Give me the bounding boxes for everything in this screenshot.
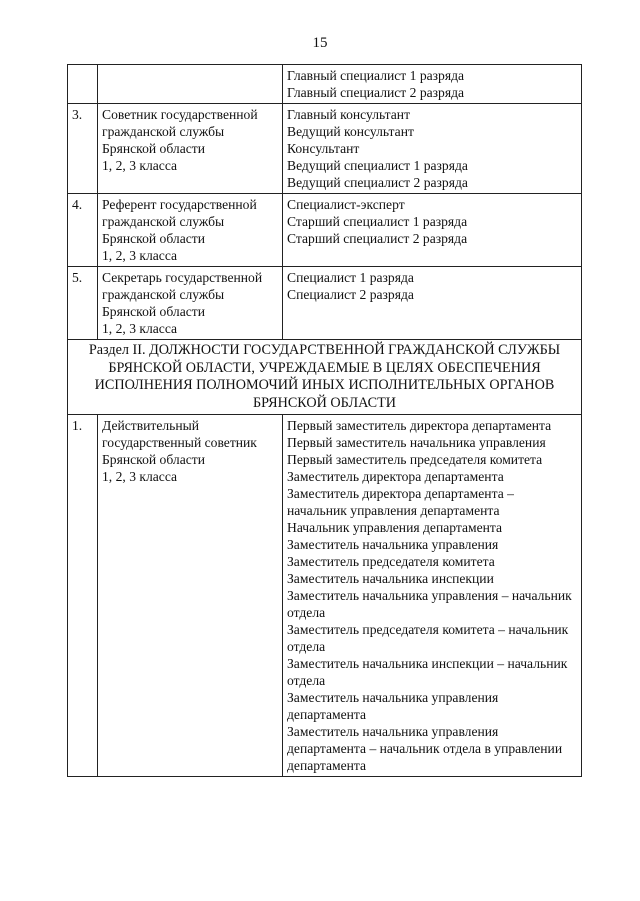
rank-title-line: Референт государственной [102,197,257,212]
position-item: Заместитель директора департамента – начальник управления департамента [287,486,514,518]
rank-title-line: государственный советник [102,435,257,450]
position-item: Главный специалист 1 разряда [287,68,465,83]
table-row [68,65,582,104]
section-heading: Раздел II. ДОЛЖНОСТИ ГОСУДАРСТВЕННОЙ ГРАЖДАНСКОЙ СЛУЖБЫ БРЯНСКОЙ ОБЛАСТИ, УЧРЕЖДАЕМЫЕ В ЦЕЛЯХ ОБЕСПЕЧЕНИЯ ИСПОЛНЕНИЯ ПОЛНОМОЧИЙ ИНЫХ ИСПОЛНИТЕЛЬНЫХ ОРГАНОВ БРЯНСКОЙ ОБЛАСТИ [68,340,582,415]
position-item: Заместитель начальника управления департамента – начальник отдела в управлении департамента [287,724,563,773]
position-item: Первый заместитель начальника управления [287,435,546,450]
positions-cell [283,267,582,340]
positions-cell [283,65,582,104]
position-item: Ведущий консультант [287,124,414,139]
position-item: Заместитель председателя комитета [287,554,495,569]
rank-title-cell [98,415,283,777]
table-row [68,415,582,777]
position-item: Первый заместитель председателя комитета [287,452,543,467]
position-item: Заместитель начальника инспекции [287,571,494,586]
position-item: Заместитель начальника инспекции – начальник отдела [287,656,568,688]
position-item: Заместитель начальника управления департамента [287,690,499,722]
position-item: Ведущий специалист 1 разряда [287,158,468,173]
position-item: Специалист 1 разряда [287,270,414,285]
positions-table [67,64,582,777]
rank-title-line: 1, 2, 3 класса [102,248,178,263]
rank-title-line: гражданской службы [102,287,225,302]
position-item: Заместитель директора департамента [287,469,504,484]
rank-title-line: Брянской области [102,452,205,467]
table-row [68,104,582,194]
row-number-cell: 1. [68,415,98,777]
positions-cell [283,415,582,777]
page-number: 15 [312,35,328,51]
rank-title-line: Советник государственной [102,107,258,122]
table-row [68,267,582,340]
rank-title-line: Брянской области [102,304,205,319]
position-item: Главный специалист 2 разряда [287,85,465,100]
row-number-cell [68,65,98,104]
rank-title-line: Брянской области [102,141,205,156]
table-row [68,194,582,267]
position-item: Заместитель начальника управления [287,537,499,552]
position-item: Специалист-эксперт [287,197,405,212]
rank-title-line: 1, 2, 3 класса [102,321,178,336]
row-number-cell: 5. [68,267,98,340]
position-item: Старший специалист 2 разряда [287,231,468,246]
rank-title-line: Брянской области [102,231,205,246]
section-row [68,340,582,415]
position-item: Ведущий специалист 2 разряда [287,175,468,190]
position-item: Главный консультант [287,107,411,122]
rank-title-line: Секретарь государственной [102,270,263,285]
rank-title-cell [98,194,283,267]
position-item: Консультант [287,141,360,156]
position-item: Заместитель начальника управления – начальник отдела [287,588,572,620]
rank-title-line: гражданской службы [102,214,225,229]
row-number-cell: 4. [68,194,98,267]
position-item: Старший специалист 1 разряда [287,214,468,229]
rank-title-line: Действительный [102,418,200,433]
rank-title-cell [98,267,283,340]
position-item: Первый заместитель директора департамента [287,418,552,433]
rank-title-line: 1, 2, 3 класса [102,469,178,484]
positions-cell [283,194,582,267]
rank-title-cell [98,65,283,104]
rank-title-cell [98,104,283,194]
row-number-cell: 3. [68,104,98,194]
position-item: Начальник управления департамента [287,520,503,535]
position-item: Специалист 2 разряда [287,287,414,302]
position-item: Заместитель председателя комитета – начальник отдела [287,622,569,654]
rank-title-line: 1, 2, 3 класса [102,158,178,173]
positions-cell [283,104,582,194]
rank-title-line: гражданской службы [102,124,225,139]
